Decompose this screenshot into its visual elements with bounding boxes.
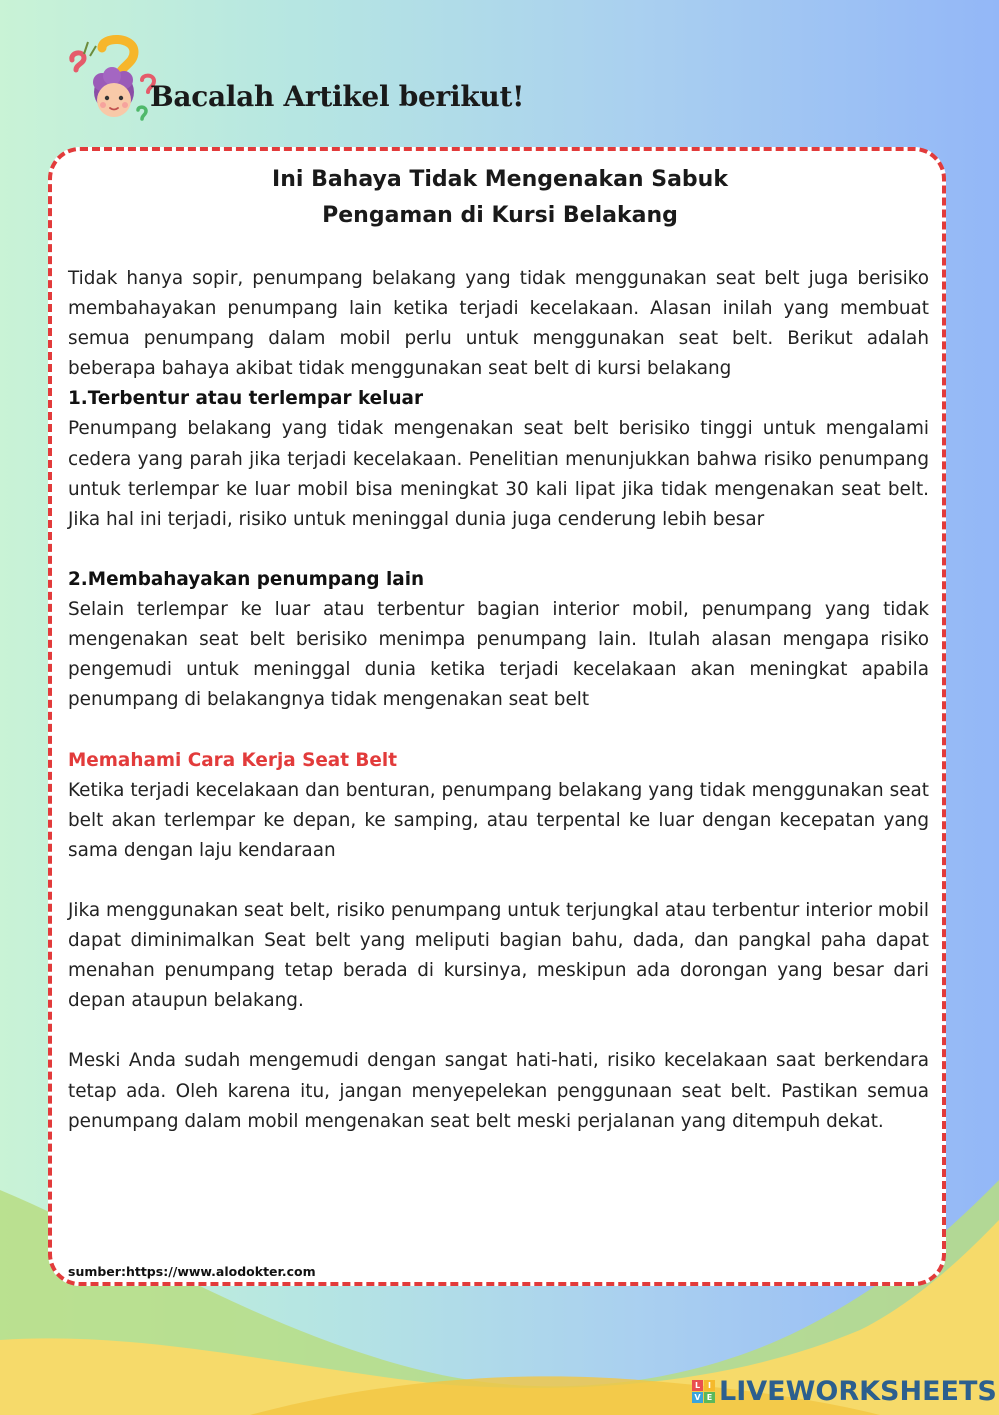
logo-letter-i: I (704, 1380, 715, 1391)
article-body (68, 264, 929, 1137)
liveworksheets-logo-icon (692, 1380, 715, 1403)
spacer (68, 1016, 929, 1046)
section1-heading: 1.Terbentur atau terlempar keluar (68, 388, 424, 410)
source-citation: sumber:https://www.alodokter.com (68, 1264, 316, 1279)
paragraph-4: Jika menggunakan seat belt, risiko penumpang untuk terjungkal atau terbentur interior mobil dapat diminimalkan Seat belt yang meliputi bagian bahu, dada, dan pangkal paha dapat menahan penumpang tetap berada di kursinya, meskipun ada dorongan yang besar dari depan ataupun belakang. (68, 899, 929, 1012)
article-title-line-1: Ini Bahaya Tidak Mengenakan Sabuk (272, 167, 728, 192)
spacer (68, 866, 929, 896)
spacer (68, 715, 929, 745)
logo-letter-l: L (692, 1380, 703, 1391)
article-title (80, 162, 920, 234)
section1-paragraph: Penumpang belakang yang tidak mengenakan seat belt berisiko tinggi untuk mengalami cedera yang parah jika terjadi kecelakaan. Penelitian menunjukkan bahwa risiko penumpang untuk terlempar ke luar mobil bisa meningkat 30 kali lipat jika tidak mengenakan seat belt. Jika hal ini terjadi, risiko untuk meninggal dunia juga cenderung lebih besar (68, 418, 929, 530)
intro-paragraph: Tidak hanya sopir, penumpang belakang yang tidak menggunakan seat belt juga berisiko membahayakan penumpang lain ketika terjadi kecelakaan. Alasan inilah yang membuat semua penumpang dalam mobil perlu untuk menggunakan seat belt. Berikut adalah beberapa bahaya akibat tidak menggunakan seat belt di kursi belakang (68, 268, 929, 380)
page-heading: Bacalah Artikel berikut! (150, 80, 525, 113)
thinking-child-icon (62, 34, 162, 134)
section3-paragraph: Ketika terjadi kecelakaan dan benturan, penumpang belakang yang tidak menggunakan seat belt akan terlempar ke depan, ke samping, atau terpental ke luar dengan kecepatan yang sama dengan laju kendaraan (68, 779, 929, 861)
logo-letter-e: E (704, 1392, 715, 1403)
article-title-line-2: Pengaman di Kursi Belakang (322, 203, 678, 228)
paragraph-5: Meski Anda sudah mengemudi dengan sangat hati-hati, risiko kecelakaan saat berkendara tetap ada. Oleh karena itu, jangan menyepelekan penggunaan seat belt. Pastikan semua penumpang dalam mobil mengenakan seat belt meski perjalanan yang ditempuh dekat. (68, 1050, 929, 1132)
section3-heading: Memahami Cara Kerja Seat Belt (68, 749, 398, 771)
logo-letter-v: V (692, 1392, 703, 1403)
liveworksheets-brand (692, 1374, 997, 1408)
section2-heading: 2.Membahayakan penumpang lain (68, 568, 425, 590)
spacer (68, 535, 929, 565)
section2-paragraph: Selain terlempar ke luar atau terbentur bagian interior mobil, penumpang yang tidak mengenakan seat belt berisiko menimpa penumpang lain. Itulah alasan mengapa risiko pengemudi untuk meninggal dunia ketika terjadi kecelakaan akan meningkat apabila penumpang di belakangnya tidak mengenakan seat belt (68, 599, 929, 711)
liveworksheets-wordmark: LIVEWORKSHEETS (719, 1375, 997, 1407)
